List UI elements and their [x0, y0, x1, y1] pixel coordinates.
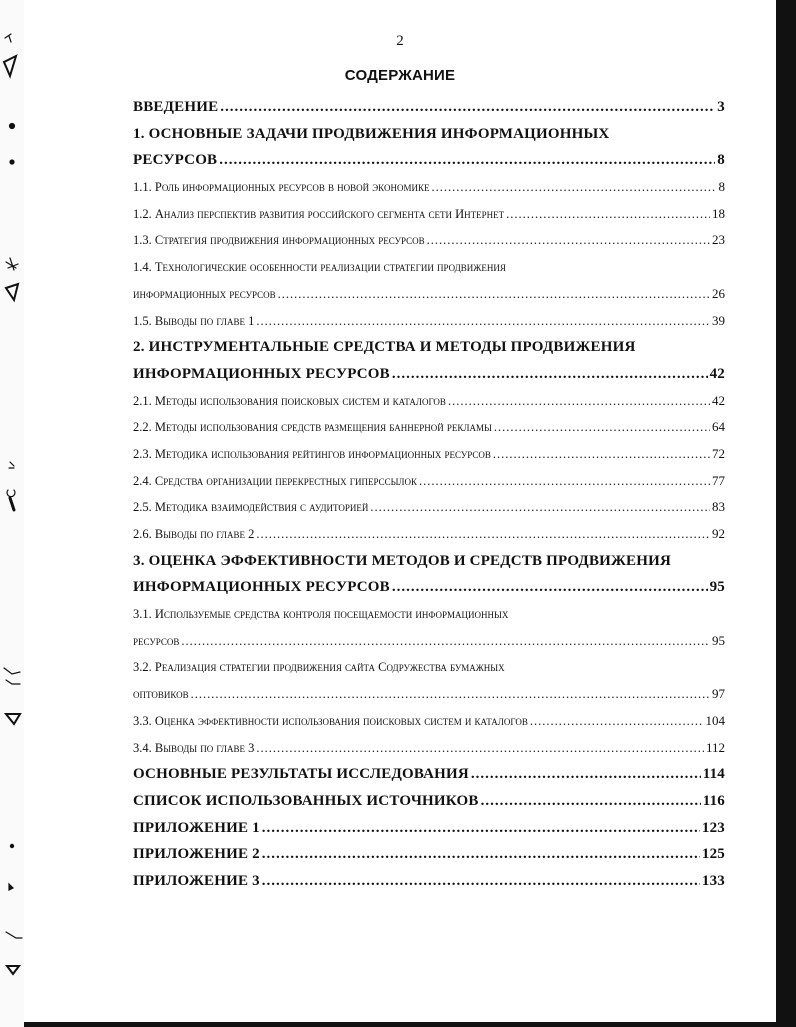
- toc-entry-line: [133, 201, 725, 228]
- toc-entry-line: [133, 574, 725, 601]
- toc-entry-page: 133: [701, 872, 725, 889]
- toc-entry-line: [133, 735, 725, 762]
- toc-entry[interactable]: [133, 201, 725, 228]
- toc-entry-label: 2.1. Методы использования поисковых систем и каталогов: [133, 393, 446, 408]
- dot-leader: [471, 761, 701, 788]
- dot-leader: [256, 308, 710, 335]
- scan-artifacts-icon: [0, 0, 24, 1027]
- toc-entry-page: 92: [712, 526, 725, 541]
- toc-entry-line: [133, 815, 725, 842]
- dot-leader: [530, 708, 704, 735]
- toc-entry-page: 39: [712, 312, 725, 328]
- dot-leader: [392, 574, 708, 601]
- toc-entry-line: [133, 761, 725, 788]
- toc-entry-page: 42: [709, 365, 725, 382]
- toc-entry-line: [133, 521, 725, 548]
- toc-entry-heading: 3.2. Реализация стратегии продвижения сайта Содружества бумажных: [133, 660, 505, 675]
- toc-entry-line: [133, 361, 725, 388]
- dot-leader: [448, 388, 710, 415]
- toc-entry-line: [133, 388, 725, 415]
- toc-entry-heading: 1. ОСНОВНЫЕ ЗАДАЧИ ПРОДВИЖЕНИЯ ИНФОРМАЦИОННЫХ: [133, 125, 610, 142]
- toc-entry[interactable]: [133, 468, 725, 495]
- dot-leader: [494, 414, 710, 441]
- toc-entry-page: 114: [702, 766, 725, 783]
- toc-entry[interactable]: [133, 334, 725, 387]
- toc-entry-page: 23: [712, 232, 725, 248]
- toc-entry-label: 2.5. Методика взаимодействия с аудиторией: [133, 500, 369, 515]
- toc-entry-label: 1.3. Стратегия продвижения информационных ресурсов: [133, 233, 425, 248]
- toc-entry-heading: 2. ИНСТРУМЕНТАЛЬНЫЕ СРЕДСТВА И МЕТОДЫ ПРОДВИЖЕНИЯ: [133, 339, 636, 356]
- toc-entry-label: ПРИЛОЖЕНИЕ 3: [133, 872, 260, 889]
- toc-entry-line: [133, 841, 725, 868]
- toc-entry-page: 95: [712, 632, 725, 648]
- toc-entry-label: ВВЕДЕНИЕ: [133, 99, 219, 115]
- toc-entry-page: 26: [712, 285, 725, 301]
- toc-entry-line: [133, 628, 725, 655]
- toc-entry-page: 95: [709, 579, 725, 596]
- toc-entry[interactable]: [133, 761, 725, 788]
- toc-entry-page: 116: [702, 792, 725, 809]
- toc-entry-page: 3: [717, 99, 725, 115]
- toc-entry-line: [133, 281, 725, 308]
- toc-entry-label: ПРИЛОЖЕНИЕ 2: [133, 846, 260, 863]
- dot-leader: [191, 681, 710, 708]
- toc-entry-heading: 3. ОЦЕНКА ЭФФЕКТИВНОСТИ МЕТОДОВ И СРЕДСТВ ПРОДВИЖЕНИЯ: [133, 552, 672, 569]
- toc-entry-page: 112: [705, 739, 725, 755]
- toc-entry-line: [133, 414, 725, 441]
- toc-entry[interactable]: [133, 815, 725, 842]
- dot-leader: [493, 441, 710, 468]
- scan-margin: [0, 0, 24, 1027]
- dot-leader: [219, 147, 715, 174]
- toc-entry-page: 125: [701, 846, 725, 863]
- dot-leader: [481, 788, 701, 815]
- page-number: 2: [396, 33, 404, 49]
- toc-entry-line: [133, 468, 725, 495]
- toc-entry-line: [133, 868, 725, 895]
- toc-entry-page: 97: [712, 686, 725, 702]
- toc-entry[interactable]: [133, 521, 725, 548]
- toc-entry-label: СПИСОК ИСПОЛЬЗОВАННЫХ ИСТОЧНИКОВ: [133, 792, 479, 809]
- dot-leader: [419, 468, 710, 495]
- toc-entry[interactable]: [133, 94, 725, 121]
- dot-leader: [262, 815, 700, 842]
- toc-entry-label: оптовиков: [133, 687, 189, 702]
- toc-entry[interactable]: [133, 254, 725, 307]
- dot-leader: [262, 868, 700, 895]
- toc-entry-line: [133, 147, 725, 174]
- toc-entry-label: ПРИЛОЖЕНИЕ 1: [133, 819, 260, 836]
- dot-leader: [262, 841, 700, 868]
- toc-entry-page: 64: [712, 419, 725, 435]
- toc-entry-page: 8: [718, 179, 725, 195]
- toc-entry-label: информационных ресурсов: [133, 286, 276, 301]
- dot-leader: [431, 174, 716, 201]
- toc-entry-page: 72: [712, 445, 725, 461]
- toc-entry-label: ресурсов: [133, 633, 180, 648]
- toc-entry-label: 2.6. Выводы по главе 2: [133, 527, 255, 541]
- toc-entry-line: [133, 494, 725, 521]
- toc-entry-heading: 1.4. Технологические особенности реализации стратегии продвижения: [133, 260, 506, 275]
- table-of-contents: [133, 94, 725, 895]
- toc-entry[interactable]: [133, 708, 725, 735]
- dot-leader: [278, 281, 710, 308]
- toc-entry-label: 2.4. Средства организации перекрестных гиперссылок: [133, 473, 418, 488]
- toc-entry[interactable]: [133, 788, 725, 815]
- toc-entry-line: [133, 308, 725, 335]
- toc-entry[interactable]: [133, 654, 725, 707]
- toc-entry-page: 123: [701, 819, 725, 836]
- toc-entry-line: [133, 94, 725, 121]
- toc-entry-line: [133, 174, 725, 201]
- toc-entry-line: [133, 708, 725, 735]
- dot-leader: [370, 494, 710, 521]
- toc-entry-label: 2.3. Методика использования рейтингов информационных ресурсов: [133, 446, 491, 461]
- toc-entry-line: [133, 441, 725, 468]
- toc-entry[interactable]: [133, 494, 725, 521]
- toc-entry[interactable]: [133, 548, 725, 601]
- toc-entry-page: 42: [712, 392, 725, 408]
- toc-entry[interactable]: [133, 174, 725, 201]
- toc-entry-label: 1.2. Анализ перспектив развития российского сегмента сети Интернет: [133, 206, 505, 221]
- toc-entry[interactable]: [133, 601, 725, 654]
- toc-entry-page: 83: [712, 499, 725, 515]
- toc-entry-label: ИНФОРМАЦИОННЫХ РЕСУРСОВ: [133, 365, 390, 382]
- document-page: [24, 0, 776, 1022]
- toc-entry[interactable]: [133, 868, 725, 895]
- dot-leader: [392, 361, 708, 388]
- toc-entry-heading: 3.1. Используемые средства контроля посещаемости информационных: [133, 607, 509, 622]
- toc-entry[interactable]: [133, 227, 725, 254]
- toc-entry[interactable]: [133, 121, 725, 174]
- toc-entry[interactable]: [133, 841, 725, 868]
- toc-entry-label: 3.3. Оценка эффективности использования поисковых систем и каталогов: [133, 713, 528, 728]
- toc-entry-page: 8: [717, 152, 725, 169]
- dot-leader: [256, 521, 710, 548]
- dot-leader: [427, 227, 710, 254]
- toc-entry-line: [133, 227, 725, 254]
- dot-leader: [181, 628, 710, 655]
- toc-entry-line: [133, 681, 725, 708]
- toc-entry-label: 2.2. Методы использования средств размещения баннерной рекламы: [133, 420, 492, 435]
- toc-entry-label: ОСНОВНЫЕ РЕЗУЛЬТАТЫ ИССЛЕДОВАНИЯ: [133, 766, 469, 783]
- toc-entry[interactable]: [133, 735, 725, 762]
- toc-entry[interactable]: [133, 414, 725, 441]
- toc-entry-label: 1.5. Выводы по главе 1: [133, 313, 255, 328]
- toc-entry-label: РЕСУРСОВ: [133, 152, 218, 169]
- dot-leader: [506, 201, 710, 228]
- toc-entry-page: 18: [712, 205, 725, 221]
- toc-entry-page: 77: [712, 472, 725, 488]
- dot-leader: [220, 94, 715, 121]
- toc-entry-page: 104: [705, 712, 725, 728]
- toc-entry[interactable]: [133, 388, 725, 415]
- toc-entry[interactable]: [133, 308, 725, 335]
- toc-entry[interactable]: [133, 441, 725, 468]
- dot-leader: [256, 735, 704, 762]
- toc-entry-label: ИНФОРМАЦИОННЫХ РЕСУРСОВ: [133, 579, 390, 596]
- toc-entry-label: 3.4. Выводы по главе 3: [133, 740, 255, 755]
- page-title: СОДЕРЖАНИЕ: [344, 67, 456, 84]
- toc-entry-label: 1.1. Роль информационных ресурсов в новой экономике: [133, 180, 430, 195]
- toc-entry-line: [133, 788, 725, 815]
